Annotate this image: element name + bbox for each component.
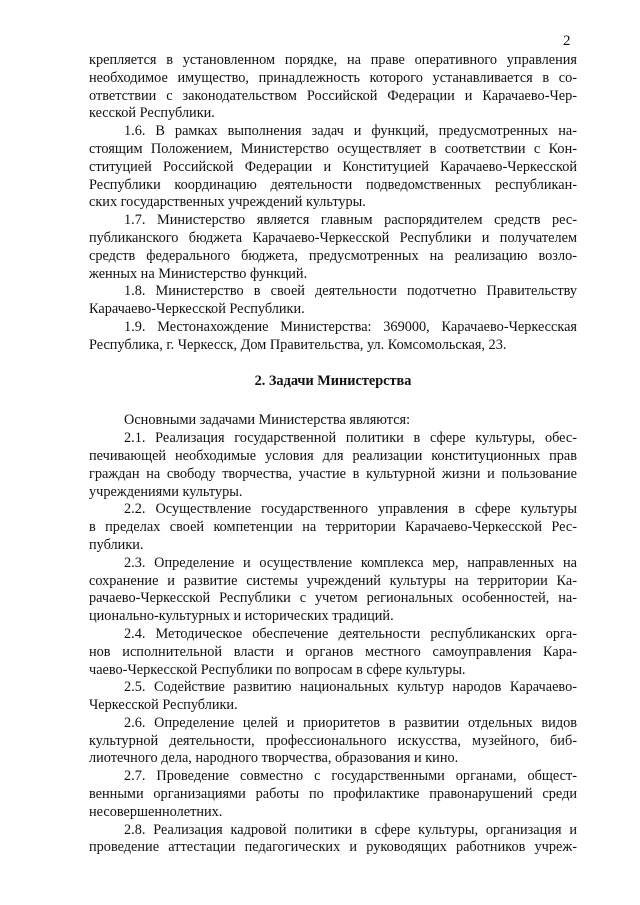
text-line: граждан на свободу творчества, участие в культурной жизни и пользование bbox=[89, 465, 577, 482]
intro-paragraph bbox=[89, 52, 577, 123]
text-line: венными организациями работы по профилактике правонарушений среди bbox=[89, 786, 577, 803]
text-line: печивающей необходимые условия для реализации конституционных прав bbox=[89, 447, 577, 464]
text-line: Республика, г. Черкесск, Дом Правительства, ул. Комсомольская, 23. bbox=[89, 336, 507, 353]
text-line: женных на Министерство функций. bbox=[89, 265, 308, 282]
text-line: чаево-Черкесской Республики по вопросам в сфере культуры. bbox=[89, 661, 466, 678]
text-line: проведение аттестации педагогических и руководящих работников учреж- bbox=[89, 839, 577, 856]
text-line: культурной деятельности, профессионального искусства, музейного, биб- bbox=[89, 732, 577, 749]
text-line: крепляется в установленном порядке, на праве оперативного управления bbox=[89, 52, 577, 68]
paragraph-1-6 bbox=[89, 123, 577, 212]
text-line: учреждениями культуры. bbox=[89, 483, 243, 500]
text-line: ответствии с законодательством Российской Федерации и Карачаево-Чер- bbox=[89, 87, 577, 104]
text-line: 1.7. Министерство является главным распорядителем средств рес- bbox=[124, 212, 577, 229]
paragraph-1-7 bbox=[89, 212, 577, 283]
paragraph-2-2 bbox=[89, 501, 577, 554]
paragraph-2-3 bbox=[89, 555, 577, 626]
text-line: нов исполнительной власти и органов местного самоуправления Кара- bbox=[89, 643, 577, 660]
text-line: 2.6. Определение целей и приоритетов в развитии отдельных видов bbox=[124, 714, 577, 731]
text-line: 1.6. В рамках выполнения задач и функций, предусмотренных на- bbox=[124, 123, 577, 140]
text-line: в пределах своей компетенции на территории Карачаево-Черкесской Рес- bbox=[89, 519, 577, 536]
page-number: 2 bbox=[563, 33, 571, 49]
text-line: кесской Республики. bbox=[89, 105, 215, 122]
text-line: несовершеннолетних. bbox=[89, 803, 223, 820]
text-line: рачаево-Черкесской Республики с учетом региональных особенностей, на- bbox=[89, 590, 577, 607]
text-line: Карачаево-Черкесской Республики. bbox=[89, 301, 305, 318]
text-line: ционально-культурных и исторических традиций. bbox=[89, 608, 394, 625]
document-body bbox=[89, 52, 577, 857]
text-line: 1.9. Местонахождение Министерства: 369000, Карачаево-Черкесская bbox=[124, 318, 577, 335]
paragraph-2-7 bbox=[89, 768, 577, 821]
text-line: 2.3. Определение и осуществление комплекса мер, направленных на bbox=[124, 554, 577, 571]
text-line: 2.5. Содействие развитию национальных культур народов Карачаево- bbox=[124, 679, 577, 696]
section-heading: 2. Задачи Министерства bbox=[254, 372, 412, 389]
text-line: Республики координацию деятельности подведомственных республикан- bbox=[89, 176, 577, 193]
text-line: Черкесской Республики. bbox=[89, 697, 238, 714]
paragraph-2-4 bbox=[89, 626, 577, 679]
text-line: 2.2. Осуществление государственного управления в сфере культуры bbox=[124, 501, 577, 518]
paragraph-1-9 bbox=[89, 319, 577, 355]
paragraph-2-8 bbox=[89, 822, 577, 858]
text-line: публики. bbox=[89, 536, 144, 553]
text-line: 2.4. Методическое обеспечение деятельности республиканских орга- bbox=[124, 625, 577, 642]
tasks-intro bbox=[89, 412, 577, 430]
paragraph-1-8 bbox=[89, 283, 577, 319]
text-line: 2.8. Реализация кадровой политики в сфере культуры, организация и bbox=[124, 821, 577, 838]
text-line: необходимое имущество, принадлежность которого устанавливается в со- bbox=[89, 69, 577, 86]
text-line: сохранение и развитие системы учреждений культуры на территории Ка- bbox=[89, 572, 577, 589]
text-line: 1.8. Министерство в своей деятельности подотчетно Правительству bbox=[124, 283, 577, 300]
text-line: 2.1. Реализация государственной политики в сфере культуры, обес- bbox=[124, 430, 577, 447]
text-line: лиотечного дела, народного творчества, образования и кино. bbox=[89, 750, 459, 767]
paragraph-2-6 bbox=[89, 715, 577, 768]
paragraph-2-1 bbox=[89, 430, 577, 501]
text-line: публиканского бюджета Карачаево-Черкесской Республики и получателем bbox=[89, 229, 577, 246]
text-line: средств федерального бюджета, предусмотренных на реализацию возло- bbox=[89, 247, 577, 264]
text-line: Основными задачами Министерства являются: bbox=[124, 412, 411, 429]
paragraph-2-5 bbox=[89, 679, 577, 715]
text-line: ских государственных учреждений культуры. bbox=[89, 194, 366, 211]
text-line: 2.7. Проведение совместно с государственными органами, общест- bbox=[124, 768, 577, 785]
text-line: ституцией Российской Федерации и Конституцией Карачаево-Черкесской bbox=[89, 158, 577, 175]
text-line: стоящим Положением, Министерство осуществляет в соответствии с Кон- bbox=[89, 140, 577, 157]
